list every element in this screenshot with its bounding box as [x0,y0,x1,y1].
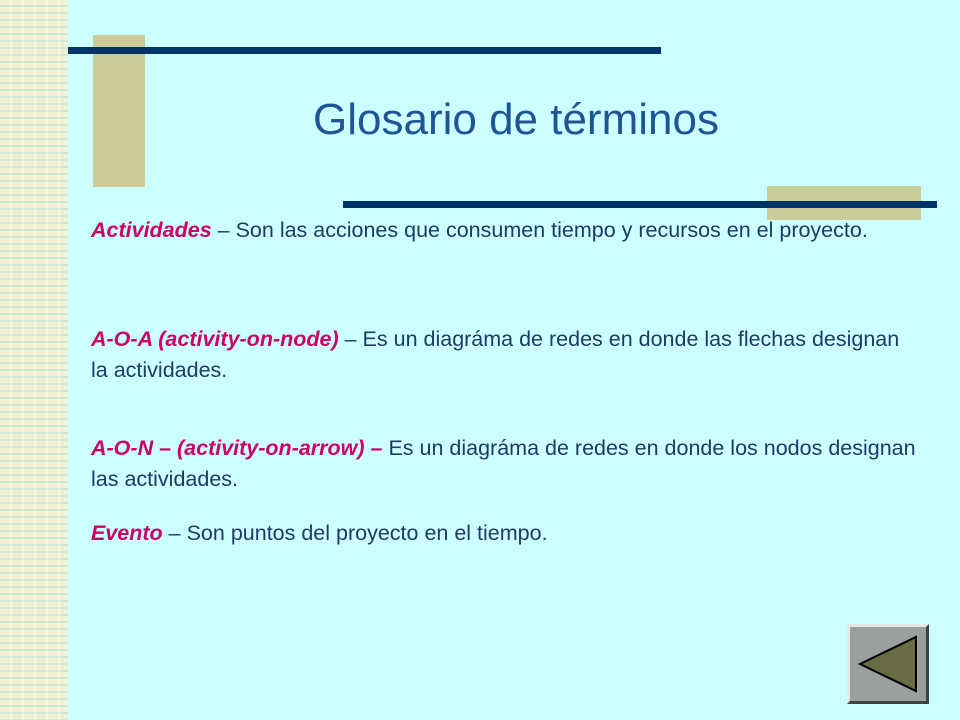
glossary-entry-aoa [91,324,921,386]
glossary-definition: Es un diagráma de redes en donde los nodos designan las actividades. [91,436,916,491]
back-triangle-icon [856,633,920,695]
back-button[interactable] [847,624,929,704]
olive-vertical-bar [93,35,145,187]
glossary-term: A-O-A (activity-on-node) [91,327,339,351]
glossary-definition: – Son las acciones que consumen tiempo y recursos en el proyecto. [211,218,868,242]
glossary-term: Actividades [91,218,212,242]
glossary-entry-actividades [91,215,921,246]
navy-top-rule [68,47,661,54]
glossary-entry-evento [91,518,921,549]
slide-title: Glosario de términos [313,95,719,144]
glossary-definition: – Son puntos del proyecto en el tiempo. [162,521,548,545]
glossary-term: Evento [91,521,163,545]
glossary-definition: – Es un diagráma de redes en donde las flechas designan la actividades. [91,327,900,382]
glossary-term: A-O-N – (activity-on-arrow) – [91,436,383,460]
glossary-entry-aon [91,433,921,495]
navy-bottom-rule [343,201,937,208]
striped-side-band [0,0,68,720]
